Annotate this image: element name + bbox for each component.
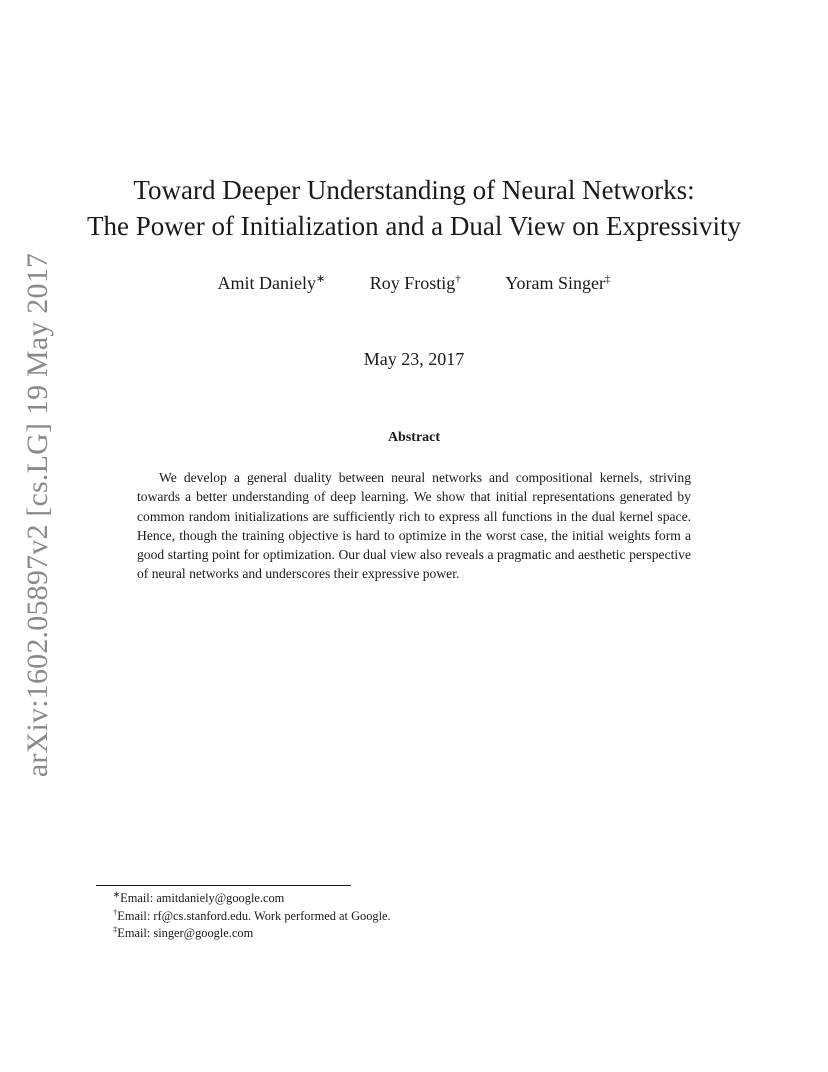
- footnotes: [113, 890, 391, 943]
- abstract-body: We develop a general duality between neural networks and compositional kernels, striving towards a better understanding of deep learning. We show that initial representations generated by common random initializations are sufficiently rich to express all functions in the dual kernel space. Hence, though the training objective is hard to optimize in the worst case, the initial weights form a good starting point for optimization. Our dual view also reveals a pragmatic and aesthetic perspective of neural networks and underscores their expressive power.: [137, 470, 691, 582]
- footnote-mark: †: [113, 906, 118, 917]
- abstract-heading: Abstract: [387, 430, 441, 445]
- author-name: Amit Daniely: [217, 273, 317, 293]
- paper-title: [0, 172, 828, 244]
- author-3: [505, 270, 610, 296]
- author-name: Yoram Singer: [505, 273, 605, 293]
- footnote-text: Email: singer@google.com: [117, 926, 254, 940]
- footnote-mark: ∗: [113, 888, 121, 899]
- author-2: [370, 270, 461, 296]
- footnote-separator: [96, 885, 351, 886]
- footnote-2: [113, 908, 391, 926]
- paper-date: May 23, 2017: [363, 349, 465, 369]
- title-line-2: The Power of Initialization and a Dual View on Expressivity: [87, 211, 741, 241]
- footnote-text: Email: amitdaniely@google.com: [120, 891, 285, 905]
- author-footnote-mark: †: [455, 273, 461, 285]
- author-footnote-mark: ‡: [604, 273, 611, 285]
- author-footnote-mark: ∗: [316, 273, 326, 285]
- footnote-text: Email: rf@cs.stanford.edu. Work performed at Google.: [117, 908, 391, 923]
- title-line-1: Toward Deeper Understanding of Neural Networks:: [133, 175, 695, 205]
- author-1: [218, 270, 326, 296]
- footnote-1: [113, 890, 391, 908]
- arxiv-identifier-stamp: arXiv:1602.05897v2 [cs.LG] 19 May 2017: [21, 252, 54, 778]
- footnote-3: [113, 925, 391, 943]
- footnote-mark: ‡: [113, 923, 118, 934]
- author-list: [0, 270, 828, 296]
- author-name: Roy Frostig: [369, 273, 456, 293]
